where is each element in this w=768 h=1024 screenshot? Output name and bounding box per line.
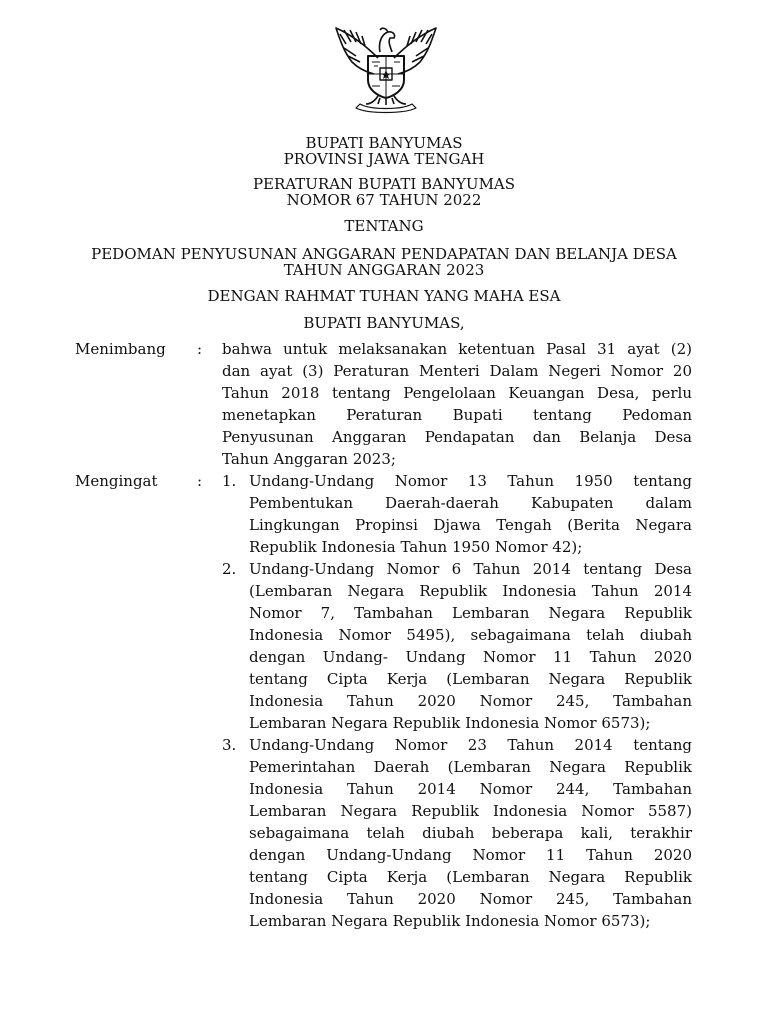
list-item-line: (Lembaran Negara Republik Indonesia Tahun 2014	[249, 582, 692, 600]
menimbang-line: bahwa untuk melaksanakan ketentuan Pasal 31 ayat (2)	[222, 340, 692, 358]
rahmat-line: DENGAN RAHMAT TUHAN YANG MAHA ESA	[207, 287, 561, 305]
list-item-number: 3.	[222, 736, 237, 754]
list-item-line: Indonesia Tahun 2020 Nomor 245, Tambahan	[249, 890, 692, 908]
list-item-line: Republik Indonesia Tahun 1950 Nomor 42);	[249, 538, 583, 556]
mengingat-label: Mengingat	[75, 472, 158, 490]
list-item-line: Indonesia Nomor 5495), sebagaimana telah diubah	[249, 626, 692, 644]
list-item-line: Pemerintahan Daerah (Lembaran Negara Republik	[249, 758, 692, 776]
list-item-line: tentang Cipta Kerja (Lembaran Negara Republik	[249, 868, 692, 886]
list-item-line: tentang Cipta Kerja (Lembaran Negara Republik	[249, 670, 692, 688]
subject-line-2: TAHUN ANGGARAN 2023	[283, 261, 485, 279]
menimbang-line: menetapkan Peraturan Bupati tentang Pedoman	[222, 406, 692, 424]
list-item-number: 2.	[222, 560, 237, 578]
list-item-line: Lembaran Negara Republik Indonesia Nomor 5587)	[249, 802, 692, 820]
tentang-heading: TENTANG	[344, 217, 424, 235]
regent-title: BUPATI BANYUMAS	[305, 134, 463, 152]
menimbang-line: Penyusunan Anggaran Pendapatan dan Belanja Desa	[222, 428, 692, 446]
list-item-line: Undang-Undang Nomor 6 Tahun 2014 tentang Desa	[249, 560, 692, 578]
menimbang-colon: :	[197, 340, 203, 358]
list-item-line: Indonesia Tahun 2014 Nomor 244, Tambahan	[249, 780, 692, 798]
regulation-number: NOMOR 67 TAHUN 2022	[286, 191, 482, 209]
list-item-line: Pembentukan Daerah-daerah Kabupaten dalam	[249, 494, 692, 512]
list-item-line: Undang-Undang Nomor 13 Tahun 1950 tentang	[249, 472, 692, 490]
menimbang-line: Tahun 2018 tentang Pengelolaan Keuangan Desa, perlu	[222, 384, 692, 402]
mengingat-colon: :	[197, 472, 203, 490]
regulation-title: PERATURAN BUPATI BANYUMAS	[252, 175, 516, 193]
list-item-number: 1.	[222, 472, 237, 490]
list-item-line: Lingkungan Propinsi Djawa Tengah (Berita Negara	[249, 516, 692, 534]
province-title: PROVINSI JAWA TENGAH	[283, 150, 485, 168]
list-item-line: Undang-Undang Nomor 23 Tahun 2014 tentang	[249, 736, 692, 754]
list-item-line: Lembaran Negara Republik Indonesia Nomor 6573);	[249, 912, 651, 930]
list-item-line: sebagaimana telah diubah beberapa kali, terakhir	[249, 824, 692, 842]
regent-heading: BUPATI BANYUMAS,	[303, 314, 465, 332]
subject-line-1: PEDOMAN PENYUSUNAN ANGGARAN PENDAPATAN DAN BELANJA DESA	[91, 245, 677, 263]
list-item-line: dengan Undang- Undang Nomor 11 Tahun 2020	[249, 648, 692, 666]
list-item-line: Indonesia Tahun 2020 Nomor 245, Tambahan	[249, 692, 692, 710]
garuda-emblem-icon	[330, 18, 442, 114]
menimbang-line: dan ayat (3) Peraturan Menteri Dalam Negeri Nomor 20	[222, 362, 692, 380]
menimbang-line: Tahun Anggaran 2023;	[222, 450, 396, 468]
list-item-line: Lembaran Negara Republik Indonesia Nomor 6573);	[249, 714, 651, 732]
menimbang-label: Menimbang	[75, 340, 166, 358]
list-item-line: dengan Undang-Undang Nomor 11 Tahun 2020	[249, 846, 692, 864]
list-item-line: Nomor 7, Tambahan Lembaran Negara Republik	[249, 604, 692, 622]
